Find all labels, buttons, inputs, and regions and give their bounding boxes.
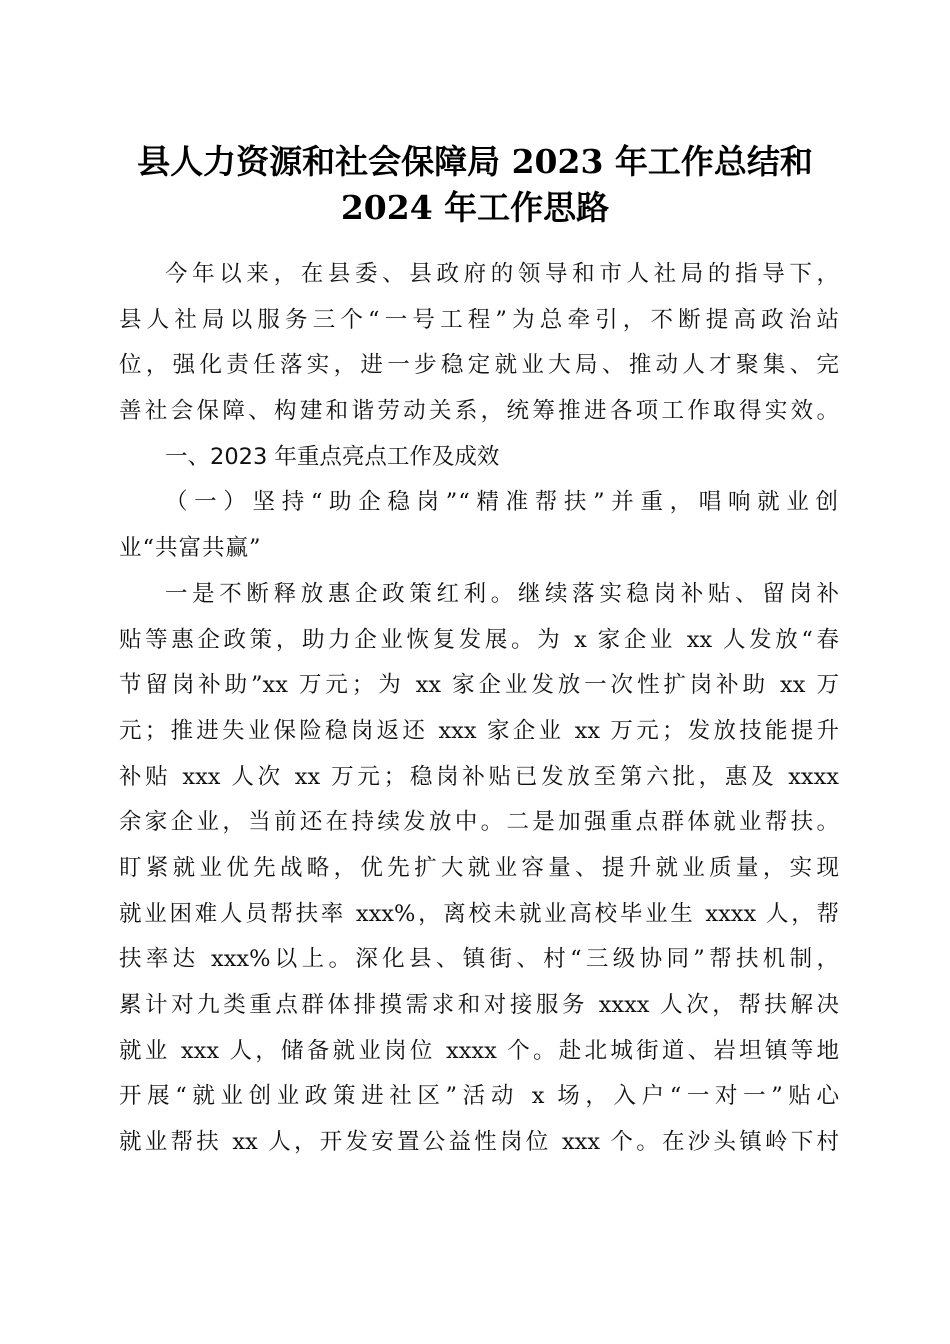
intro-line: 今年以来，在县委、县政府的领导和市人社局的指导下，	[165, 261, 839, 287]
paragraph-line: 盯紧就业优先战略，优先扩大就业容量、提升就业质量，实现	[119, 854, 839, 881]
paragraph-line: 贴等惠企政策，助力企业恢复发展。为 x 家企业 xx 人发放“春	[119, 626, 839, 653]
paragraph-line: 就业 xxx 人，储备就业岗位 xxxx 个。赴北城街道、岩坦镇等地	[119, 1037, 839, 1064]
subsection-heading-line: （一）坚持“助企稳岗”“精准帮扶”并重，唱响就业创	[165, 489, 839, 516]
paragraph-line: 就业帮扶 xx 人，开发安置公益性岗位 xxx 个。在沙头镇岭下村	[119, 1129, 839, 1156]
document-title-line-2: 2024 年工作思路	[340, 188, 610, 227]
subsection-heading-line: 业“共富共赢”	[119, 535, 262, 562]
paragraph-line: 一是不断释放惠企政策红利。继续落实稳岗补贴、留岗补	[165, 580, 839, 607]
paragraph-line: 余家企业，当前还在持续发放中。二是加强重点群体就业帮扶。	[119, 809, 839, 836]
paragraph-line: 补贴 xxx 人次 xx 万元；稳岗补贴已发放至第六批，惠及 xxxx	[119, 763, 839, 790]
paragraph-line: 节留岗补助”xx 万元；为 xx 家企业发放一次性扩岗补助 xx 万	[119, 672, 839, 699]
paragraph-line: 扶率达 xxx%以上。深化县、镇街、村“三级协同”帮扶机制，	[119, 946, 839, 973]
intro-line: 县人社局以服务三个“一号工程”为总牵引，不断提高政治站	[119, 306, 839, 333]
intro-line: 位，强化责任落实，进一步稳定就业大局、推动人才聚集、完	[119, 352, 839, 379]
document-title-line-1: 县人力资源和社会保障局 2023 年工作总结和	[137, 142, 813, 181]
intro-line: 善社会保障、构建和谐劳动关系，统筹推进各项工作取得实效。	[119, 398, 839, 425]
paragraph-line: 就业困难人员帮扶率 xxx%，离校未就业高校毕业生 xxxx 人，帮	[119, 900, 839, 927]
paragraph-line: 累计对九类重点群体排摸需求和对接服务 xxxx 人次，帮扶解决	[119, 992, 839, 1018]
section-heading: 一、2023 年重点亮点工作及成效	[165, 443, 500, 470]
paragraph-line: 元；推进失业保险稳岗返还 xxx 家企业 xx 万元；发放技能提升	[119, 717, 839, 744]
paragraph-line: 开展“就业创业政策进社区”活动 x 场，入户“一对一”贴心	[119, 1083, 839, 1110]
document-body	[119, 252, 839, 1166]
